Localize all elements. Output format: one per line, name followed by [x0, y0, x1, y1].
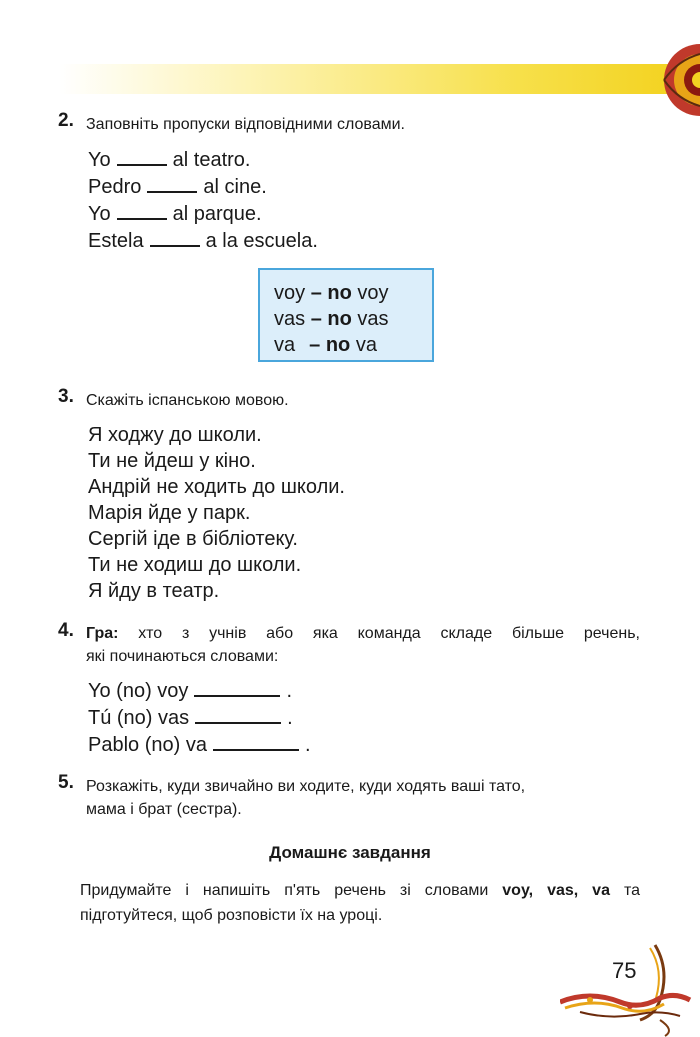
instruction-text: які починаються словами:	[86, 648, 279, 665]
line-end: al teatro.	[172, 149, 251, 171]
negation: no	[325, 334, 351, 356]
verb-form: vas	[274, 308, 306, 330]
sentence-start	[88, 677, 311, 704]
blank	[117, 146, 167, 166]
sentence: Ти не ходиш до школи.	[88, 554, 302, 576]
starter-text: Pablo (no) va	[88, 734, 207, 756]
period: .	[304, 734, 311, 756]
negation: no	[327, 308, 352, 330]
exercise-instruction	[86, 622, 640, 668]
blank	[195, 704, 281, 724]
homework-keywords: voy, vas, va	[502, 882, 610, 899]
blank	[117, 200, 167, 220]
exercise-instruction: Скажіть іспанською мовою.	[86, 392, 289, 409]
conjugation-row	[274, 280, 432, 306]
exercise-number: 4.	[58, 620, 74, 641]
sentence: Сергій іде в бібліотеку.	[88, 528, 298, 550]
negation: no	[327, 282, 352, 304]
line-start: Estela	[88, 230, 144, 252]
line-start: Yo	[88, 203, 111, 225]
sentence-start	[88, 731, 311, 758]
verb-form: voy	[357, 282, 389, 304]
blank	[150, 227, 200, 247]
ornament-bottom-icon	[560, 940, 700, 1037]
page-number: 75	[612, 958, 637, 983]
dash: –	[310, 308, 322, 330]
conjugation-row	[274, 332, 432, 358]
period: .	[287, 707, 293, 729]
exercise-4-lines	[88, 677, 311, 758]
ornament-top-icon	[658, 40, 700, 120]
sentence: Я йду в театр.	[88, 580, 220, 602]
dash: –	[309, 334, 321, 356]
instruction-text: мама і брат (сестра).	[86, 801, 242, 818]
conjugation-box	[258, 268, 434, 362]
game-label: Гра:	[86, 625, 119, 642]
exercise-3-lines	[88, 422, 345, 604]
starter-text: Yo (no) voy	[88, 680, 189, 702]
sentence: Андрій не ходить до школи.	[88, 476, 345, 498]
verb-form: va	[355, 334, 377, 356]
starter-text: Tú (no) vas	[88, 707, 190, 729]
verb-form: vas	[357, 308, 389, 330]
blank	[147, 173, 197, 193]
homework-text-start: Придумайте і напишіть п'ять речень зі словами	[80, 882, 489, 899]
line-end: al cine.	[203, 176, 267, 198]
exercise-instruction: Заповніть пропуски відповідними словами.	[86, 116, 405, 133]
exercise-number: 2.	[58, 110, 74, 131]
line-end: al parque.	[172, 203, 262, 225]
verb-form: voy	[274, 282, 306, 304]
sentence: Ти не йдеш у кіно.	[88, 450, 256, 472]
dash: –	[310, 282, 322, 304]
exercise-number: 5.	[58, 772, 74, 793]
verb-form: va	[274, 334, 296, 356]
line-start: Yo	[88, 149, 111, 171]
homework-text-end: та підготуйтеся, щоб розповісти їх на уроці.	[80, 882, 640, 924]
instruction-text: Розкажіть, куди звичайно ви ходите, куди ходять ваші тато,	[86, 778, 526, 795]
fill-line	[88, 227, 318, 254]
sentence: Марія йде у парк.	[88, 502, 251, 524]
exercise-2-lines	[88, 146, 318, 254]
sentence: Я ходжу до школи.	[88, 424, 262, 446]
sentence-start	[88, 704, 311, 731]
line-start: Pedro	[88, 176, 142, 198]
exercise-number: 3.	[58, 386, 74, 407]
conjugation-row	[274, 306, 432, 332]
homework-title: Домашнє завдання	[269, 843, 431, 862]
fill-line	[88, 146, 318, 173]
header-band	[60, 64, 670, 94]
instruction-text: хто з учнів або яка команда складе більше речень,	[138, 625, 640, 642]
fill-line	[88, 200, 318, 227]
blank	[194, 677, 280, 697]
line-end: a la escuela.	[205, 230, 318, 252]
blank	[213, 731, 299, 751]
exercise-instruction	[86, 775, 640, 821]
fill-line	[88, 173, 318, 200]
homework-text	[80, 878, 640, 928]
period: .	[286, 680, 292, 702]
